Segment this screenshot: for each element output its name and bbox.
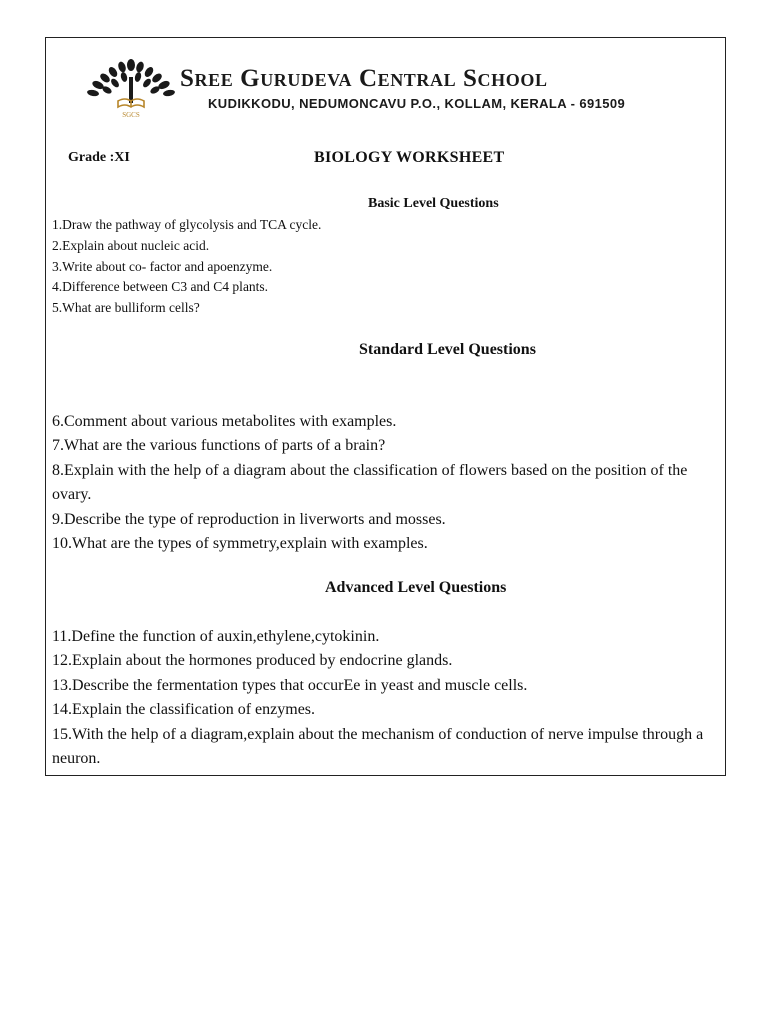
question-item: 1.Draw the pathway of glycolysis and TCA cycle. [52, 217, 322, 232]
worksheet-page [45, 37, 726, 776]
question-item: 4.Difference between C3 and C4 plants. [52, 279, 269, 295]
basic-questions-list [52, 215, 321, 319]
standard-questions-list [52, 410, 720, 556]
standard-section-heading: Standard Level Questions [359, 341, 536, 358]
question-item: 15.With the help of a diagram,explain about the mechanism of conduction of nerve impulse through a neuron. [52, 725, 704, 768]
question-item: 6.Comment about various metabolites with examples. [52, 413, 397, 430]
question-item: 10.What are the types of symmetry,explain with examples. [52, 535, 428, 553]
question-item: 8.Explain with the help of a diagram about the classification of flowers based on the position of the ovary. [52, 461, 688, 504]
question-item: 5.What are bulliform cells? [52, 300, 200, 316]
advanced-questions-list [52, 625, 720, 771]
worksheet-title: BIOLOGY WORKSHEET [314, 149, 505, 166]
question-item: 7.What are the various functions of parts of a brain? [52, 437, 386, 455]
school-name: Sree Gurudeva Central School [180, 65, 548, 92]
school-address: KUDIKKODU, NEDUMONCAVU P.O., KOLLAM, KERALA - 691509 [208, 96, 626, 111]
question-item: 2.Explain about nucleic acid. [52, 237, 210, 253]
school-logo-icon [84, 57, 178, 121]
question-item: 12.Explain about the hormones produced by endocrine glands. [52, 652, 453, 670]
logo-caption: SGCS [122, 111, 140, 119]
advanced-section-heading: Advanced Level Questions [325, 579, 507, 596]
basic-section-heading: Basic Level Questions [368, 196, 499, 211]
question-item: 13.Describe the fermentation types that occurEe in yeast and muscle cells. [52, 676, 528, 694]
question-item: 11.Define the function of auxin,ethylene,cytokinin. [52, 628, 380, 645]
question-item: 9.Describe the type of reproduction in liverworts and mosses. [52, 510, 446, 528]
school-header [80, 55, 692, 123]
question-item: 14.Explain the classification of enzymes. [52, 701, 316, 719]
question-item: 3.Write about co- factor and apoenzyme. [52, 258, 273, 274]
grade-label: Grade :XI [68, 150, 130, 165]
